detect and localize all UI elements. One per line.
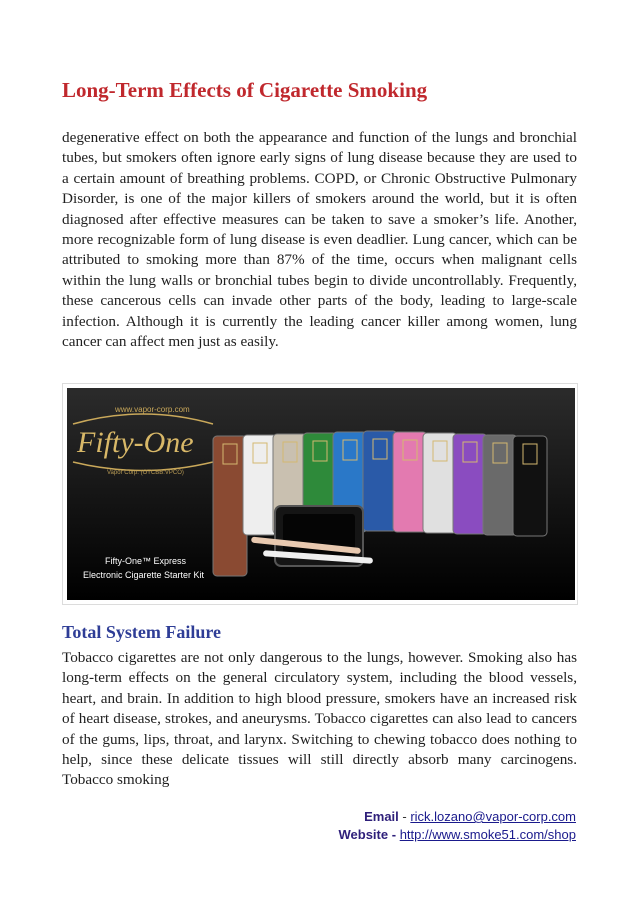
logo-brand: Fifty-One	[77, 426, 194, 459]
kit-case	[513, 436, 547, 536]
product-photo	[63, 384, 579, 606]
website-line	[156, 827, 576, 842]
kit-case	[213, 436, 247, 576]
kit-case	[483, 435, 517, 535]
kit-case	[393, 432, 427, 532]
website-link[interactable]: http://www.smoke51.com/shop	[399, 827, 576, 842]
body-paragraph-1: degenerative effect on both the appearance and function of the lungs and bronchial tubes, but smokers often ignore early signs of lung disease because they are used to a certain amount of breathing problems. COPD, or Chronic Obstructive Pulmonary Disorder, is one of the major killers of smokers around the world, but it is often diagnosed after effective measures can be taken to save a smoker’s life. Another, more recognizable form of lung disease is even deadlier. Lung cancer, which can be attributed to smoking more than 87% of the time, occurs when malignant cells within the lung walls or bronchial tubes begin to divide uncontrollably. Frequently, these cancerous cells can invade other parts of the body, leading to large-scale infection. Although it is currently the leading cancer killer among women, lung cancer can affect men just as easily.	[62, 129, 577, 351]
email-link[interactable]: rick.lozano@vapor-corp.com	[410, 809, 576, 824]
kit-case	[423, 433, 457, 533]
product-image	[62, 383, 578, 605]
email-separator: -	[398, 809, 411, 824]
email-label: Email	[364, 809, 399, 824]
section-heading: Total System Failure	[62, 622, 222, 642]
logo-url-text: www.vapor-corp.com	[115, 405, 190, 414]
kit-case	[363, 431, 397, 531]
kit-case	[453, 434, 487, 534]
kit-case	[243, 435, 277, 535]
email-line	[156, 809, 576, 824]
website-label: Website -	[338, 827, 397, 842]
caption-line-2: Electronic Cigarette Starter Kit	[83, 570, 205, 580]
logo-sub: Vapor Corp. (OTCBB:VPCO)	[107, 470, 184, 476]
page-title: Long-Term Effects of Cigarette Smoking	[62, 78, 428, 102]
caption-line-1: Fifty-One™ Express	[105, 556, 187, 566]
body-paragraph-2: Tobacco cigarettes are not only dangerous to the lungs, however. Smoking also has long-term effects on the general circulatory system, including the blood vessels, heart, and brain. In addition to high blood pressure, smokers have an increased risk of heart disease, strokes, and aneurysms. Tobacco cigarettes can also lead to cancers of the gums, lips, throat, and larynx. Switching to chewing tobacco does nothing to help, since these delicate tissues will still directly absorb many carcinogens. Tobacco smoking	[62, 649, 577, 789]
